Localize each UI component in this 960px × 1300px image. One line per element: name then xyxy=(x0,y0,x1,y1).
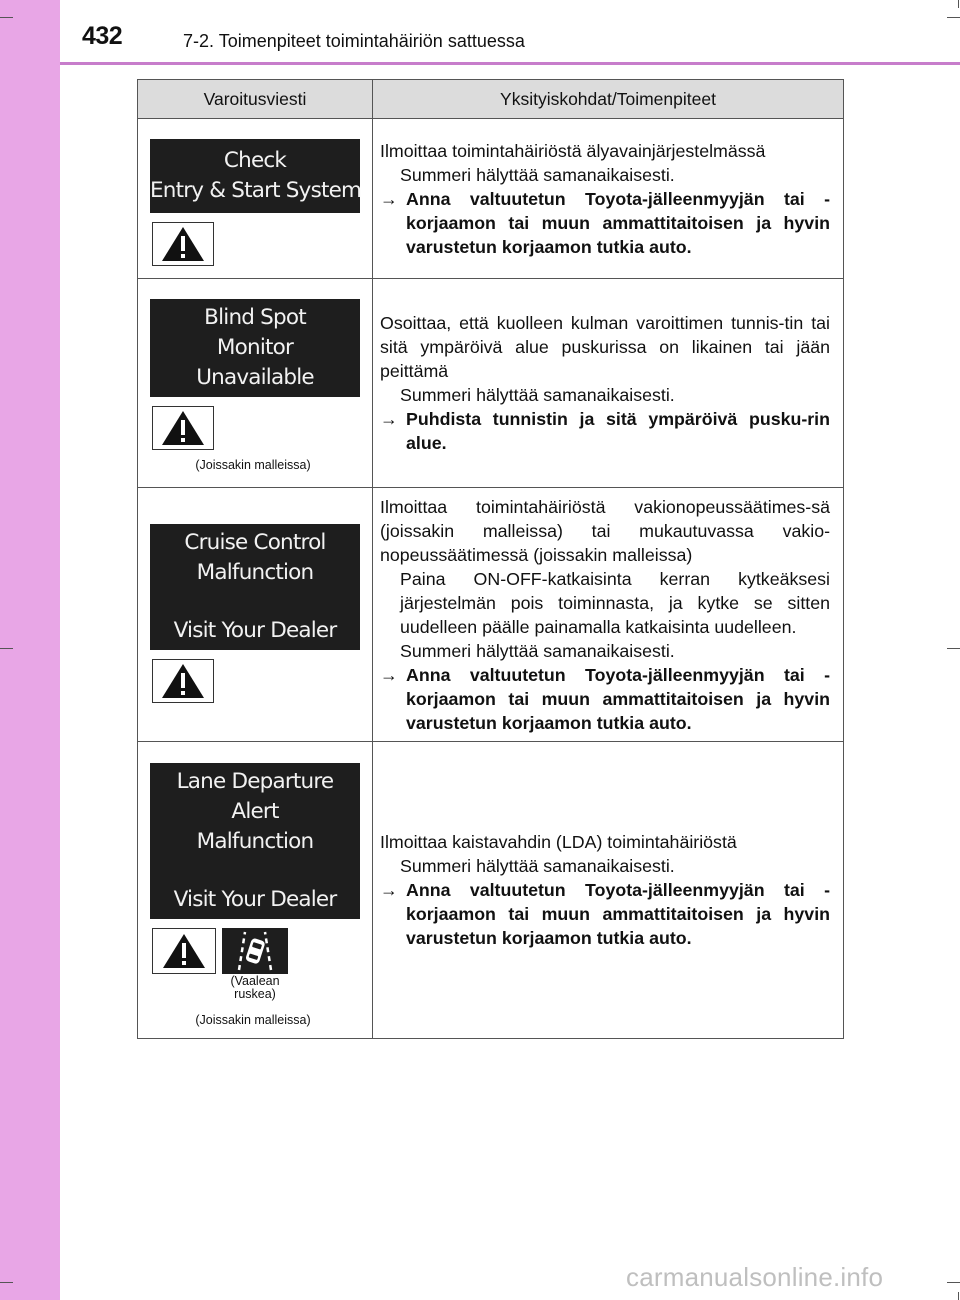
message-image-cell xyxy=(138,488,373,742)
arrow-icon: → xyxy=(380,880,398,900)
warning-triangle-icon xyxy=(152,659,214,703)
display-screen xyxy=(150,139,360,213)
crop-mark xyxy=(0,1282,13,1283)
action-text: Anna valtuutetun Toyota-jälleenmyyjän tai -korjaamon tai muun ammattitaitoisen ja hyvin varustetun korjaamon tutkia auto. xyxy=(406,880,830,948)
side-color-strip xyxy=(0,0,60,1300)
display-line: Entry & Start System xyxy=(150,178,362,203)
action-item xyxy=(380,407,830,455)
arrow-icon: → xyxy=(380,664,398,685)
model-note: (Joissakin malleissa) xyxy=(195,1013,311,1027)
action-text: Puhdista tunnistin ja sitä ympäröivä pusku-rin alue. xyxy=(406,409,830,453)
lane-departure-icon xyxy=(222,928,288,974)
icon-color-note: (Vaalean ruskea) xyxy=(230,974,280,1001)
display-line: Unavailable xyxy=(196,365,314,390)
crop-mark xyxy=(947,17,960,18)
display-line: Blind Spot xyxy=(204,305,306,330)
display-line: Monitor xyxy=(216,335,294,360)
header-rule xyxy=(60,62,960,65)
col-header-message: Varoitusviesti xyxy=(138,80,373,119)
display-screen xyxy=(150,299,360,397)
description-text: Ilmoittaa toimintahäiriöstä vakionopeussäätimes-sä (joissakin malleissa) tai mukautuvassa vakio-nopeussäätimessä (joissakin malleissa) xyxy=(380,496,830,565)
message-image-cell xyxy=(138,119,373,279)
table-row xyxy=(138,742,844,1039)
warning-message-table xyxy=(137,79,844,1039)
warning-triangle-icon xyxy=(152,928,216,974)
display-line: Alert xyxy=(231,799,279,824)
section-title: 7-2. Toimenpiteet toimintahäiriön sattuessa xyxy=(183,31,525,51)
action-item xyxy=(380,663,830,735)
table-row xyxy=(138,279,844,488)
note-text: Summeri hälyttää samanaikaisesti. xyxy=(400,856,675,876)
indicator-icons xyxy=(152,928,372,1001)
display-spacer xyxy=(150,857,360,885)
display-line: Visit Your Dealer xyxy=(173,618,337,643)
display-line: Lane Departure xyxy=(176,769,334,794)
action-text: Anna valtuutetun Toyota-jälleenmyyjän tai -korjaamon tai muun ammattitaitoisen ja hyvin varustetun korjaamon tutkia auto. xyxy=(406,664,830,733)
warning-triangle-icon xyxy=(152,406,214,450)
display-line: Check xyxy=(223,148,287,173)
table-header-row xyxy=(138,80,844,119)
display-screen xyxy=(150,524,360,650)
warning-triangle-icon xyxy=(152,222,214,266)
crop-mark xyxy=(0,17,13,18)
details-cell xyxy=(373,279,844,488)
note-text: Paina ON-OFF-katkaisinta kerran kytkeäksesi järjestelmän pois toiminnasta, ja kytke se sitten uudelleen päälle painamalla katkaisinta uudelleen. xyxy=(400,568,830,637)
action-item xyxy=(380,878,830,950)
note-text: Summeri hälyttää samanaikaisesti. xyxy=(400,164,675,185)
watermark: carmanualsonline.info xyxy=(626,1262,884,1292)
crop-mark xyxy=(958,0,959,8)
table-row xyxy=(138,488,844,742)
col-header-details: Yksityiskohdat/Toimenpiteet xyxy=(373,80,844,119)
note-text: Summeri hälyttää samanaikaisesti. xyxy=(400,385,675,405)
display-line: Cruise Control xyxy=(184,530,326,555)
crop-mark xyxy=(958,1292,959,1300)
description-text: Osoittaa, että kuolleen kulman varoittimen tunnis-tin tai sitä ympäröivä alue puskurissa on likainen tai jään peittämä xyxy=(380,313,830,381)
crop-mark xyxy=(947,648,960,649)
display-spacer xyxy=(150,588,360,616)
action-item xyxy=(380,187,830,259)
details-cell xyxy=(373,742,844,1039)
arrow-icon: → xyxy=(380,188,398,209)
note-text: Summeri hälyttää samanaikaisesti. xyxy=(400,640,675,661)
display-screen xyxy=(150,763,360,919)
description-text: Ilmoittaa kaistavahdin (LDA) toimintahäiriöstä xyxy=(380,832,737,852)
crop-mark xyxy=(0,648,13,649)
display-line: Malfunction xyxy=(196,829,314,854)
model-note: (Joissakin malleissa) xyxy=(195,458,311,472)
message-image-cell xyxy=(138,279,373,488)
crop-mark xyxy=(947,1282,960,1283)
display-line: Visit Your Dealer xyxy=(173,887,337,912)
display-line: Malfunction xyxy=(196,560,314,585)
description-text: Ilmoittaa toimintahäiriöstä älyavainjärjestelmässä xyxy=(380,140,766,161)
message-image-cell xyxy=(138,742,373,1039)
page-number: 432 xyxy=(82,22,123,50)
arrow-icon: → xyxy=(380,409,398,429)
details-cell xyxy=(373,119,844,279)
action-text: Anna valtuutetun Toyota-jälleenmyyjän tai -korjaamon tai muun ammattitaitoisen ja hyvin varustetun korjaamon tutkia auto. xyxy=(406,188,830,257)
table-row xyxy=(138,119,844,279)
details-cell xyxy=(373,488,844,742)
